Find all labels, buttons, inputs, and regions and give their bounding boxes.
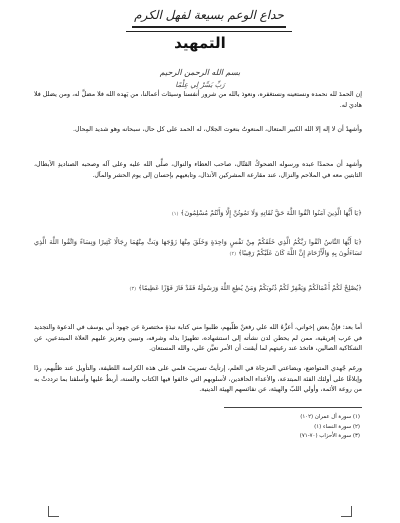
paragraph-salat: وأشهد أن محمدًا عبده ورسوله الضحوكُ القتّال، صاحب العطاء والنوال، صلَّى الله عليه وعلى آله وصحبه الصناديدِ الأبطال، الثابتين معه في الملاحم والنزال، عند مقارعة المشركين الأنذال، وتابعيهم بإحسان إلى يوم الحشر والمآل.: [34, 161, 362, 179]
header-calligraphy: حداع الوعم بسيعة لفهل الكرم: [134, 8, 284, 22]
paragraph-effort: ورغم جُهدي المتواضع، وبضاعتي المزجاة في العلم، إرتأيتُ تسريبَ قلمي على هذه الكراسة اللطيفة، والتأويل عند ظلّيهم، ردًا وإبلاغًا على أولئك الفئة المبتدعة، والأعداء الحاقدين، لأسلوبهم التي خالفوا فيها الكتاب والسنة، أربطٌ عليها وأسلفنا بما ترددتْ به من روعة الأئمة، وأولي اللبّ والهيئة، عن نفائسهم الهيئة الدينية.: [34, 365, 362, 393]
crop-mark-bottom-right: [341, 506, 352, 517]
paragraph-shahada: وأشهدُ أن لا إله إلا الله الكبير المتعال، المنعوتُ بنعوت الجلال، له الحمد على كل حال، سبحانه وهو شديد المِحال.: [72, 126, 362, 133]
verse-3: [34, 283, 362, 295]
verse-2-text: ﴿يَا أَيُّهَا النَّاسُ اتَّقُوا رَبَّكُمُ الَّذِي خَلَقَكُمْ مِنْ نَفْسٍ وَاحِدَةٍ وَخَلَقَ مِنْهَا زَوْجَهَا وَبَثَّ مِنْهُمَا رِجَالًا كَثِيرًا وَنِسَاءً وَاتَّقُوا اللَّهَ الَّذِي تَسَاءَلُونَ بِهِ وَالْأَرْحَامَ إِنَّ اللَّهَ كَانَ عَلَيْكُمْ رَقِيبًا﴾: [34, 238, 362, 257]
verse-3-ref: (٣): [129, 286, 137, 292]
footnotes: [160, 413, 360, 442]
verse-1-ref: (١): [171, 211, 179, 217]
verse-1: [34, 208, 362, 220]
header-calligraphy-frame: [132, 6, 286, 28]
footnote-divider: [224, 407, 362, 408]
crop-mark-bottom-left: [48, 506, 59, 517]
chapter-title: التمهيد: [174, 34, 226, 52]
verse-2: [34, 237, 362, 260]
basmala: بسم الله الرحمن الرحيم: [159, 68, 241, 77]
verse-1-text: ﴿يَا أَيُّهَا الَّذِينَ آمَنُوا اتَّقُوا اللَّهَ حَقَّ تُقَاتِهِ وَلَا تَمُوتُنَّ إِلَّا وَأَنْتُمْ مُسْلِمُونَ﴾: [180, 209, 362, 217]
paragraph-hamd: إن الحمدَ لله نحمده ونستعينه ونستغفره، ونعوذ بالله من شرور أنفسنا وسيئات أعمالنا، من يَهده الله فلا مضلَّ له، ومن يضلل فلا هاديَ له.: [34, 91, 362, 109]
footnote-3: (٣) سورة الأحزاب (٧٠-٧١): [299, 433, 360, 439]
verse-3-text: ﴿يُصْلِحْ لَكُمْ أَعْمَالَكُمْ وَيَغْفِرْ لَكُمْ ذُنُوبَكُمْ وَمَنْ يُطِعِ اللَّهَ وَرَسُولَهُ فَقَدْ فَازَ فَوْزًا عَظِيمًا﴾: [138, 284, 362, 292]
basmala-supplication: رَبِّ يَسِّرْ لِي عِلْمًا: [175, 81, 225, 89]
paragraph-amma-bad: أما بعد: فإنَّ بعض إخواني، أعزَّهُ الله علي رفعنْ ظلّيهم، طلبوا مني كتابة نبذةٍ مختصرة عن جهود أبي يوسف في الدعوة والتجديد في غرب إفريقية، ممن لم يحطن لدن نشأته إلى استشهاده، تطهيرًا بذله وشرفه، وتبيين وتعزيز عليهم العلاة المبتدعين، عن الشكاكية الصالين، فاتخذ عند رغبتهم لما أيقنت أن الأمر تعيَّن علي، والله المستعان.: [34, 324, 362, 352]
footnote-1: (١) سورة آل عمران (١٠٢): [300, 414, 360, 420]
footnote-2: (٢) سورة النساء (١): [314, 423, 360, 430]
verse-2-ref: (٢): [229, 251, 237, 257]
